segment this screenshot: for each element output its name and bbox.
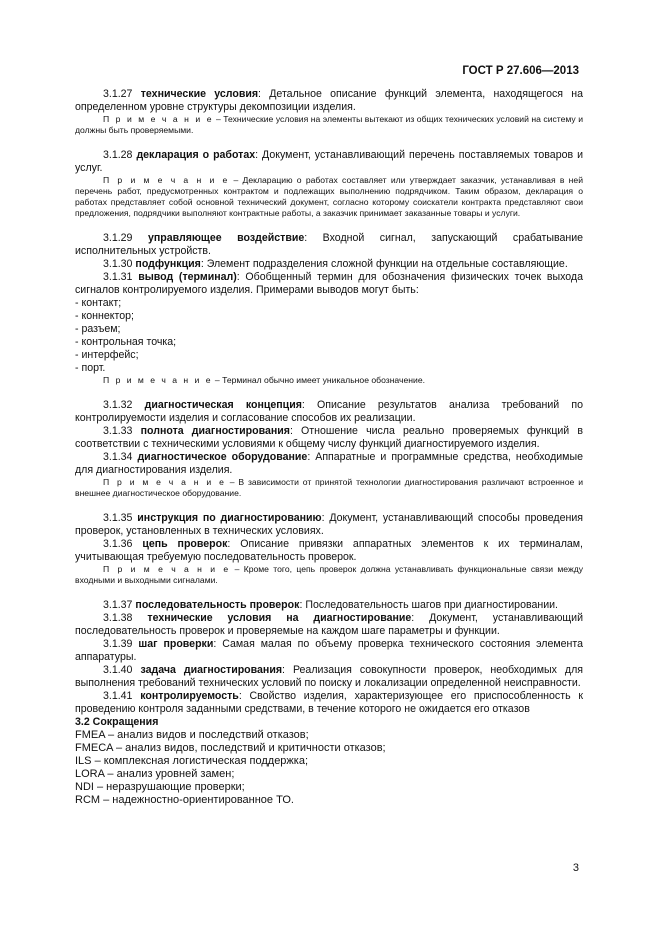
term-name: диагностическое оборудование [137, 451, 308, 463]
note-label: П р и м е ч а н и е [103, 564, 231, 574]
term-3-1-33 [75, 425, 583, 451]
note-text: – В зависимости от принятой технологии диагностирования различают встроенное и внешнее диагностическое оборудование. [75, 477, 583, 498]
section-heading: 3.2 Сокращения [75, 716, 159, 728]
term-number: 3.1.38 [103, 612, 133, 624]
term-name: полнота диагностирования [140, 425, 290, 437]
note [75, 564, 583, 586]
abbreviation-item: FMECA – анализ видов, последствий и критичности отказов; [75, 742, 386, 754]
term-name: вывод (терминал) [138, 271, 237, 283]
term-3-1-27 [75, 88, 583, 114]
term-number: 3.1.34 [103, 451, 133, 463]
term-3-1-35 [75, 512, 583, 538]
term-name: последовательность проверок [135, 599, 300, 611]
term-number: 3.1.27 [103, 88, 133, 100]
term-3-1-39 [75, 638, 583, 664]
term-name: технические условия на диагностирование [147, 612, 412, 624]
term-number: 3.1.31 [103, 271, 133, 283]
list-item: - интерфейс; [75, 349, 139, 361]
term-number: 3.1.36 [103, 538, 133, 550]
term-3-1-29 [75, 232, 583, 258]
term-3-1-41 [75, 690, 583, 716]
note [75, 375, 583, 386]
note-label: П р и м е ч а н и е [103, 375, 213, 385]
term-3-1-28 [75, 149, 583, 175]
term-number: 3.1.40 [103, 664, 133, 676]
term-number: 3.1.39 [103, 638, 133, 650]
abbreviation-item: RCM – надежностно-ориентированное ТО. [75, 794, 294, 806]
term-name: управляющее воздействие [147, 232, 305, 244]
term-number: 3.1.29 [103, 232, 133, 244]
list-item: - разъем; [75, 323, 121, 335]
note [75, 175, 583, 219]
abbreviation-item: LORA – анализ уровней замен; [75, 768, 235, 780]
term-name: декларация о работах [136, 149, 256, 161]
term-definition: : Документ, устанавливающий способы проведения проверок, установленных в технических условиях. [75, 512, 583, 537]
note-label: П р и м е ч а н и е [103, 477, 226, 487]
term-number: 3.1.33 [103, 425, 133, 437]
term-definition: : Реализация совокупности проверок, необходимых для выполнения требований технических условий по поиску и локализации определенной неисправности. [75, 664, 583, 689]
note-text: – Декларацию о работах составляет или утверждает заказчик, устанавливая в ней перечень работ, предусмотренных контрактом и подлежащих выполнению подрядчиком. Таким образом, декларация о работах представляет собой основной технический документ, согласно которому соискатели контракта представляют свои предложения, подрядчики выполняют контрактные работы, а заказчик принимает заказанные товары и услуги. [75, 175, 583, 218]
note-label: П р и м е ч а н и е [103, 175, 230, 185]
page-content [75, 88, 583, 807]
document-id: ГОСТ Р 27.606—2013 [462, 65, 579, 77]
term-definition: : Детальное описание функций элемента, находящегося на определенном уровне структуры декомпозиции изделия. [75, 88, 583, 113]
term-definition: : Самая малая по объему проверка технического состояния элемента аппаратуры. [75, 638, 583, 663]
term-number: 3.1.28 [103, 149, 133, 161]
term-definition: : Обобщенный термин для обозначения физических точек выхода сигналов контролируемого изделия. Примерами выводов могут быть: [75, 271, 583, 296]
term-name: контролируемость [140, 690, 239, 702]
note-text: – Терминал обычно имеет уникальное обозначение. [214, 375, 425, 385]
list-item: - контакт; [75, 297, 122, 309]
term-name: технические условия [140, 88, 259, 100]
term-name: диагностическая концепция [144, 399, 302, 411]
term-3-1-30 [75, 258, 583, 271]
term-3-1-40 [75, 664, 583, 690]
term-definition: : Входной сигнал, запускающий срабатывание исполнительных устройств. [75, 232, 583, 257]
term-definition: : Элемент подразделения сложной функции на отдельные составляющие. [200, 258, 568, 270]
term-3-1-37 [75, 599, 583, 612]
abbreviation-item: ILS – комплексная логистическая поддержка; [75, 755, 309, 767]
term-definition: : Описание привязки аппаратных элементов к их терминалам, учитывающая требуемую последовательность проверок. [75, 538, 583, 563]
term-definition: : Документ, устанавливающий последовательность проверок и проверяемые на каждом шаге параметры и функции. [75, 612, 583, 637]
term-number: 3.1.41 [103, 690, 133, 702]
term-name: шаг проверки [138, 638, 214, 650]
term-name: цепь проверок [142, 538, 228, 550]
abbreviation-item: FMEA – анализ видов и последствий отказов; [75, 729, 309, 741]
list-item: - контрольная точка; [75, 336, 177, 348]
note-text: – Кроме того, цепь проверок должна устанавливать функциональные связи между входными и выходными сигналами. [75, 564, 584, 585]
term-3-1-31 [75, 271, 583, 297]
term-definition: : Последовательность шагов при диагностировании. [299, 599, 558, 611]
term-3-1-36 [75, 538, 583, 564]
term-name: задача диагностирования [140, 664, 283, 676]
page-number: 3 [572, 862, 579, 874]
note [75, 114, 583, 136]
term-definition: : Свойство изделия, характеризующее его приспособленность к проведению контроля заданными средствами, в течение которого не ожидается его отказов [75, 690, 583, 715]
term-number: 3.1.32 [103, 399, 133, 411]
term-3-1-34 [75, 451, 583, 477]
abbreviation-item: NDI – неразрушающие проверки; [75, 781, 245, 793]
term-number: 3.1.30 [103, 258, 133, 270]
term-number: 3.1.35 [103, 512, 133, 524]
term-3-1-38 [75, 612, 583, 638]
term-3-1-32 [75, 399, 583, 425]
list-item: - порт. [75, 362, 106, 374]
term-number: 3.1.37 [103, 599, 133, 611]
term-definition: : Документ, устанавливающий перечень поставляемых товаров и услуг. [75, 149, 583, 174]
terminal-examples-list [75, 297, 583, 375]
note [75, 477, 583, 499]
note-label: П р и м е ч а н и е [103, 114, 214, 124]
term-name: подфункция [135, 258, 201, 270]
term-name: инструкция по диагностированию [137, 512, 322, 524]
term-definition: : Описание результатов анализа требований по контролируемости изделия и согласование способов их реализации. [75, 399, 583, 424]
term-definition: : Аппаратные и программные средства, необходимые для диагностирования изделия. [75, 451, 583, 476]
list-item: - коннектор; [75, 310, 134, 322]
term-definition: : Отношение числа реально проверяемых функций в соответствии с техническими условиями к общему числу функций диагностируемого изделия. [75, 425, 583, 450]
note-text: – Технические условия на элементы вытекают из общих технических условий на систему и должны быть проверяемыми. [75, 114, 584, 135]
